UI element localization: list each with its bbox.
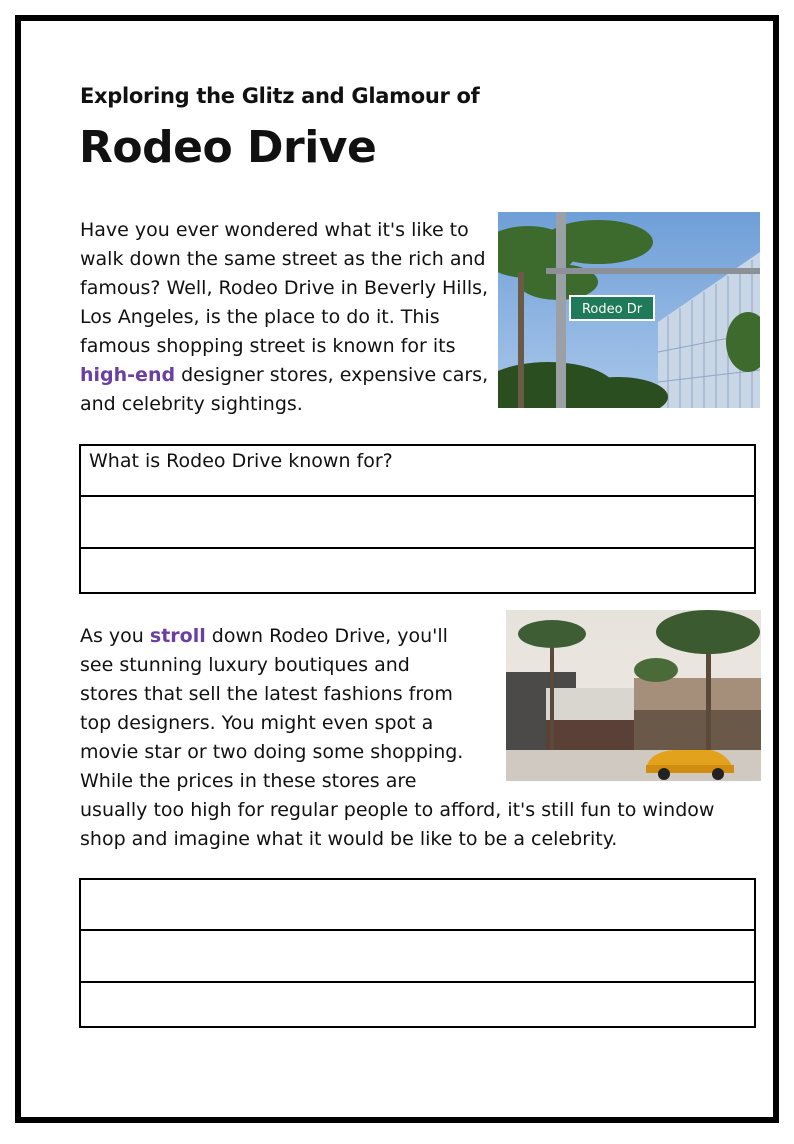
answer-line[interactable]	[81, 549, 754, 592]
keyword-stroll: stroll	[149, 625, 206, 647]
page-title: Rodeo Drive	[79, 122, 377, 173]
answer-line[interactable]	[81, 497, 754, 549]
intro-paragraph	[80, 216, 490, 419]
boutique-street-photo	[506, 610, 761, 781]
stroll-text-end: down Rodeo Drive, you'll see stunning luxury boutiques and stores that sell the latest fashions from top designers. You might even spot a movie star or two doing some shopping. While the prices in these stores are usually too high for regular people to afford, it's still fun to window shop and imagine what it would be like to be a celebrity.	[80, 625, 715, 850]
question-2-answer-box	[79, 878, 756, 1028]
keyword-high-end: high-end	[80, 364, 176, 386]
answer-line[interactable]	[81, 983, 754, 1026]
intro-text-start: Have you ever wondered what it's like to walk down the same street as the rich and famous? Well, Rodeo Drive in Beverly Hills, Los Angeles, is the place to do it. This famous shopping street is known for its	[80, 219, 489, 357]
intro-text-end: designer stores, expensive cars, and celebrity sightings.	[80, 364, 489, 415]
sign-text: Rodeo Dr	[581, 302, 643, 317]
answer-line[interactable]	[81, 446, 754, 497]
answer-line[interactable]	[81, 931, 754, 983]
page-subtitle: Exploring the Glitz and Glamour of	[80, 84, 480, 108]
answer-line[interactable]	[81, 880, 754, 931]
question-1-prompt: What is Rodeo Drive known for?	[89, 450, 393, 472]
question-1-answer-box	[79, 444, 756, 594]
street-sign-photo	[498, 212, 760, 408]
stroll-text-start: As you	[80, 625, 150, 647]
